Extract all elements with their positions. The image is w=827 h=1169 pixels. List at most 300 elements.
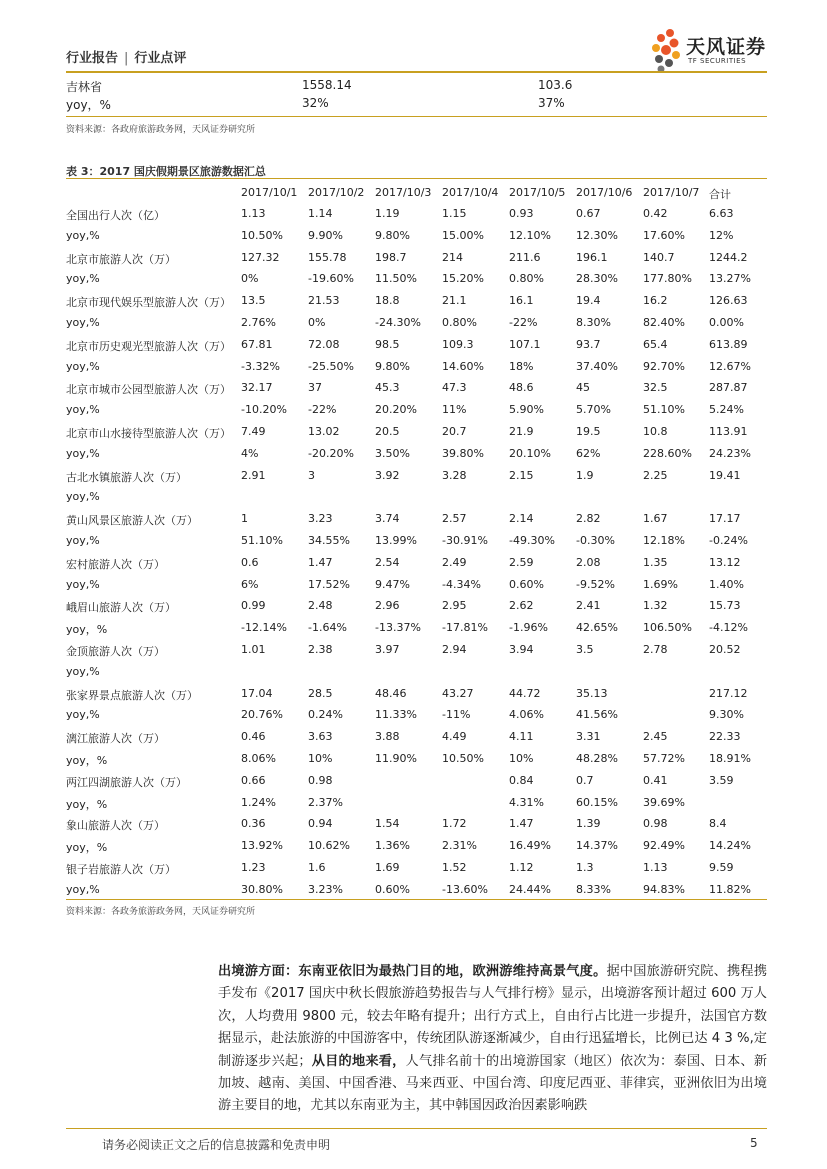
table3-cell: 113.91 (709, 424, 748, 438)
table1-cell: yoy，% (66, 98, 111, 112)
table3-cell: 7.49 (241, 424, 266, 438)
table3-cell: 2.95 (442, 599, 467, 613)
table3-cell: 14.37% (576, 839, 618, 853)
table3-cell: 127.32 (241, 250, 280, 264)
table3-cell: 16.1 (509, 294, 534, 308)
table3-cell: 228.60% (643, 446, 692, 460)
table3-row (66, 747, 767, 769)
table3-cell: 92.49% (643, 839, 685, 853)
table3-row-label: 北京市山水接待型旅游人次（万） (66, 426, 231, 440)
table3-cell: 2.96 (375, 599, 400, 613)
table3-cell: 15.00% (442, 228, 484, 242)
table3-cell: 41.56% (576, 708, 618, 722)
table3-row (66, 420, 767, 442)
table3-cell: 3.23 (308, 512, 333, 526)
table3-cell: 1.13 (241, 207, 266, 220)
table3-cell: 28.30% (576, 272, 618, 286)
table3-cell: 3.5 (576, 642, 594, 656)
table3-cell: 196.1 (576, 250, 608, 264)
table3-row-label: yoy,% (66, 228, 100, 242)
table3-cell: 10.50% (241, 228, 283, 242)
table3-row-label: 宏村旅游人次（万） (66, 557, 165, 571)
table3-cell: 1.67 (643, 512, 668, 526)
table3-cell: 1.9 (576, 468, 594, 482)
table3-cell: 1.15 (442, 207, 467, 220)
table3-row-label: yoy,% (66, 577, 100, 591)
table3-cell: 0.24% (308, 708, 343, 722)
table3-cell: 20.7 (442, 424, 467, 438)
table3-cell: 4% (241, 446, 259, 460)
table3-cell: 1.47 (509, 817, 534, 831)
table3-cell: 0.42 (643, 207, 668, 220)
table3-cell: -19.60% (308, 272, 354, 286)
table3-row (66, 660, 767, 682)
table3-cell: 12% (709, 228, 734, 242)
table3-cell: 0.84 (509, 773, 534, 787)
table3-cell: 13.02 (308, 424, 340, 438)
table3-row (66, 464, 767, 486)
table3-row-label: 古北水镇旅游人次（万） (66, 470, 187, 484)
table3-cell: 0.41 (643, 773, 668, 787)
table3-cell: -17.81% (442, 621, 488, 635)
table3-cell: 57.72% (643, 751, 685, 765)
table3-cell: 2.14 (509, 512, 534, 526)
province-table (66, 78, 767, 114)
table3-cell: 211.6 (509, 250, 541, 264)
table3-cell: 21.53 (308, 294, 340, 308)
table3-cell: 9.59 (709, 860, 734, 874)
table3-cell: 21.1 (442, 294, 467, 308)
table3-cell: -4.34% (442, 577, 481, 591)
table3-cell: 1.3 (576, 860, 594, 874)
table3-cell: 12.30% (576, 228, 618, 242)
table3-row (66, 551, 767, 573)
table3-row-label: yoy,% (66, 882, 100, 896)
table3-cell: 613.89 (709, 337, 748, 351)
page-number: 5 (750, 1136, 758, 1150)
table3-row-label: 张家界景点旅游人次（万） (66, 688, 198, 702)
table3-cell: -13.37% (375, 621, 421, 635)
table3-cell: 45.3 (375, 381, 400, 395)
table3-cell: -22% (308, 403, 337, 417)
table3-cell: 72.08 (308, 337, 340, 351)
table3-row-label: 漓江旅游人次（万） (66, 732, 165, 746)
table3-row-label: 两江四湖旅游人次（万） (66, 775, 187, 789)
table3-cell: -25.50% (308, 359, 354, 373)
table3-cell: 0.98 (308, 773, 333, 787)
table3-cell: 9.47% (375, 577, 410, 591)
table3-cell: 107.1 (509, 337, 541, 351)
table3-row-label: 全国出行人次（亿） (66, 209, 165, 222)
table3-cell: 140.7 (643, 250, 675, 264)
table3-cell: 2.59 (509, 555, 534, 569)
table1-cell: 37% (538, 96, 565, 110)
table3-cell: 1.14 (308, 207, 333, 220)
table3-row (66, 311, 767, 333)
table3-cell: 1.47 (308, 555, 333, 569)
table3-cell: 1.19 (375, 207, 400, 220)
table3-cell: 2.48 (308, 599, 333, 613)
logo-mark-icon (648, 28, 684, 74)
table1-row (66, 96, 767, 114)
table3-row-label: yoy,% (66, 446, 100, 460)
table3-cell: 11.90% (375, 751, 417, 765)
table3-cell: 11% (442, 403, 467, 417)
outbound-travel-paragraph (218, 961, 767, 1118)
table3-cell: 17.52% (308, 577, 350, 591)
table3-cell: 5.24% (709, 403, 744, 417)
table3-row-label: yoy，% (66, 797, 108, 811)
table3-row-label: yoy,% (66, 403, 100, 417)
table3-row (66, 791, 767, 813)
table3-cell: 3.23% (308, 882, 343, 896)
table3-cell: 1.69 (375, 860, 400, 874)
table3-row-label: 北京市历史观光型旅游人次（万） (66, 339, 231, 353)
table3-cell: 6.63 (709, 207, 734, 220)
table3-cell: 19.41 (709, 468, 741, 482)
table3-row-label: yoy，% (66, 623, 108, 637)
table3-row (66, 834, 767, 856)
table3-cell: -3.32% (241, 359, 280, 373)
table3-cell: 4.06% (509, 708, 544, 722)
table3-cell: 16.49% (509, 839, 551, 853)
table3-cell: 37 (308, 381, 322, 395)
table3-cell: 65.4 (643, 337, 668, 351)
table3-cell: 19.5 (576, 424, 601, 438)
table3-cell: 3.31 (576, 730, 601, 744)
table3-cell: 8.33% (576, 882, 611, 896)
table3-row (66, 812, 767, 834)
table3-cell: 109.3 (442, 337, 474, 351)
table3-cell: -1.96% (509, 621, 548, 635)
table3-cell: 16.2 (643, 294, 668, 308)
table3-cell: 2.41 (576, 599, 601, 613)
table3-cell: 2.31% (442, 839, 477, 853)
table3-row (66, 878, 767, 900)
table3-row (66, 703, 767, 725)
table3-cell: 4.11 (509, 730, 534, 744)
table3-cell: -4.12% (709, 621, 748, 635)
footer-rule (66, 1128, 767, 1129)
table3-column-header: 2017/10/3 (375, 186, 432, 199)
table1-source: 资料来源：各政府旅游政务网，天风证券研究所 (66, 125, 256, 135)
table3-row-label: yoy,% (66, 315, 100, 329)
table3-cell: 0.00% (709, 315, 744, 329)
outbound-text-2: 人气排名前十的出境游国家（地区）依次为：泰国、日本、新加坡、越南、美国、中国香港、马来西亚、中国台湾、印度尼西亚、菲律宾，亚洲依旧为出境游主要目的地，尤其以东南亚为主，其中韩国因政治因素影响跌 (218, 1053, 768, 1114)
table3-cell: -0.24% (709, 533, 748, 547)
table1-cell: 103.6 (538, 78, 573, 92)
table3-cell: 15.20% (442, 272, 484, 286)
table3-cell: 1.54 (375, 817, 400, 831)
table3-cell: 9.90% (308, 228, 343, 242)
table3-cell: 37.40% (576, 359, 618, 373)
table3-row (66, 485, 767, 507)
table3-cell: 24.23% (709, 446, 751, 460)
table3-cell: 12.67% (709, 359, 751, 373)
table3-row-label: yoy,% (66, 533, 100, 547)
table3-cell: 47.3 (442, 381, 467, 395)
table3-cell: 35.13 (576, 686, 608, 700)
table3-row (66, 594, 767, 616)
table3-cell: 82.40% (643, 315, 685, 329)
table3-source: 资料来源：各政务旅游政务网，天风证券研究所 (66, 907, 256, 917)
table3-cell: 10.62% (308, 839, 350, 853)
table3-cell: 0% (241, 272, 259, 286)
table3-cell: 15.73 (709, 599, 741, 613)
table3-column-header: 2017/10/6 (576, 186, 633, 199)
table3-cell: 10% (308, 751, 333, 765)
table3-top-rule (66, 178, 767, 179)
table1-cell: 32% (302, 96, 329, 110)
table1-bottom-rule (66, 116, 767, 117)
table3-row-label: yoy，% (66, 753, 108, 767)
table3-cell: 98.5 (375, 337, 400, 351)
table3-cell: 2.08 (576, 555, 601, 569)
subcategory-label: 行业点评 (134, 51, 187, 66)
table3-row (66, 267, 767, 289)
table3-cell: 106.50% (643, 621, 692, 635)
table3-cell: 1 (241, 512, 248, 526)
table3-row (66, 376, 767, 398)
table3-cell: 20.10% (509, 446, 551, 460)
table3-cell: 8.30% (576, 315, 611, 329)
table3-cell: 20.52 (709, 642, 741, 656)
outbound-text-1: 据中国旅游研究院、携程携手发布《2017 国庆中秋长假旅游趋势报告与人气排行榜》显示，出境游客预计超过 600 万人次，人均费用 9800 元，较去年略有提升；出行方式上，自由行占比进一步提升，法国官方数据显示，赴法旅游的中国游客中，传统团队游逐渐减少，自由行迅猛增长，比例已达 4 3 %,定制游逐步兴起； (218, 964, 768, 1069)
table3-row (66, 682, 767, 704)
table3-cell: 2.49 (442, 555, 467, 569)
table3-cell: 22.33 (709, 730, 741, 744)
table3-row-label: yoy,% (66, 359, 100, 373)
table3-row-label: 峨眉山旅游人次（万） (66, 601, 176, 615)
table3-row (66, 398, 767, 420)
table3-cell: 2.38 (308, 642, 333, 656)
logo-text: 天风证券 (686, 36, 767, 58)
table3-cell: 13.99% (375, 533, 417, 547)
table3-cell: -1.64% (308, 621, 347, 635)
table3-cell: 39.69% (643, 795, 685, 809)
table3-cell: 3.94 (509, 642, 534, 656)
table3-cell: 2.15 (509, 468, 534, 482)
table3-cell: 0.80% (509, 272, 544, 286)
table3-cell: 30.80% (241, 882, 283, 896)
table3-cell: 51.10% (643, 403, 685, 417)
table3-row (66, 333, 767, 355)
table3-cell: 3.50% (375, 446, 410, 460)
table3-cell: 5.90% (509, 403, 544, 417)
table3-cell: 4.49 (442, 730, 467, 744)
table3-cell: 3.88 (375, 730, 400, 744)
table3-cell: 2.45 (643, 730, 668, 744)
table3-cell: 1.13 (643, 860, 668, 874)
holiday-scenic-table (66, 181, 767, 900)
table3-row-label: 北京市城市公园型旅游人次（万） (66, 383, 231, 397)
table3-cell: 1.01 (241, 642, 266, 656)
table3-row (66, 616, 767, 638)
table3-cell: 13.92% (241, 839, 283, 853)
table3-cell: -0.30% (576, 533, 615, 547)
table3-cell: 9.30% (709, 708, 744, 722)
table3-cell: 2.37% (308, 795, 343, 809)
table3-cell: 3 (308, 468, 315, 482)
table3-cell: 3.74 (375, 512, 400, 526)
outbound-heading: 出境游方面：东南亚依旧为最热门目的地，欧洲游维持高景气度。 (218, 964, 607, 979)
table3-cell: 1.52 (442, 860, 467, 874)
table3-cell: 18.91% (709, 751, 751, 765)
table3-cell: -11% (442, 708, 471, 722)
table3-cell: 1.35 (643, 555, 668, 569)
table3-cell: 10% (509, 751, 534, 765)
table3-cell: 24.44% (509, 882, 551, 896)
table3-cell: 92.70% (643, 359, 685, 373)
table3-cell: 32.5 (643, 381, 668, 395)
table3-cell: 3.97 (375, 642, 400, 656)
table3-cell: 14.60% (442, 359, 484, 373)
table3-cell: 2.82 (576, 512, 601, 526)
table3-cell: 10.50% (442, 751, 484, 765)
table3-cell: 2.78 (643, 642, 668, 656)
table3-row-label: 北京市旅游人次（万） (66, 252, 176, 266)
table3-cell: 34.55% (308, 533, 350, 547)
table3-cell: 60.15% (576, 795, 618, 809)
table3-row (66, 202, 767, 224)
logo-subtext: TF SECURITIES (688, 57, 747, 65)
table3-cell: 126.63 (709, 294, 748, 308)
table3-cell: 0.60% (375, 882, 410, 896)
table3-cell: 19.4 (576, 294, 601, 308)
footer-disclaimer: 请务必阅读正文之后的信息披露和免责申明 (102, 1138, 331, 1152)
table3-cell: 1.32 (643, 599, 668, 613)
table3-cell: 0.98 (643, 817, 668, 831)
table3-cell: -24.30% (375, 315, 421, 329)
table3-row (66, 638, 767, 660)
table3-cell: 93.7 (576, 337, 601, 351)
destination-heading: 从目的地来看， (311, 1053, 406, 1069)
table3-cell: 48.28% (576, 751, 618, 765)
header-rule (66, 71, 767, 73)
table3-cell: 17.17 (709, 512, 741, 526)
table3-cell: -20.20% (308, 446, 354, 460)
table3-cell: 2.91 (241, 468, 266, 482)
table3-cell: 4.31% (509, 795, 544, 809)
table3-cell: 2.76% (241, 315, 276, 329)
table3-cell: 0.80% (442, 315, 477, 329)
table3-cell: 0.94 (308, 817, 333, 831)
table3-row (66, 725, 767, 747)
table3-row-label: yoy,% (66, 490, 100, 504)
table3-cell: 287.87 (709, 381, 748, 395)
table3-column-header: 2017/10/5 (509, 186, 566, 199)
table3-cell: 18% (509, 359, 534, 373)
table3-cell: -13.60% (442, 882, 488, 896)
table3-cell: 14.24% (709, 839, 751, 853)
table3-row (66, 529, 767, 551)
table3-cell: 6% (241, 577, 259, 591)
table3-cell: 0.36 (241, 817, 266, 831)
table3-cell: 13.12 (709, 555, 741, 569)
table3-bottom-rule (66, 899, 767, 900)
table3-cell: -22% (509, 315, 538, 329)
table3-cell: 198.7 (375, 250, 407, 264)
table3-cell: 0.6 (241, 555, 259, 569)
table3-cell: 17.60% (643, 228, 685, 242)
table3-title: 表 3：2017 国庆假期景区旅游数据汇总 (66, 165, 266, 178)
table3-column-header: 2017/10/2 (308, 186, 365, 199)
table3-row-label: yoy，% (66, 841, 108, 855)
table3-cell: 3.92 (375, 468, 400, 482)
table3-cell: 51.10% (241, 533, 283, 547)
table3-cell: 9.80% (375, 228, 410, 242)
table3-cell: 8.06% (241, 751, 276, 765)
table3-cell: 1.39 (576, 817, 601, 831)
table3-cell: 20.20% (375, 403, 417, 417)
table3-cell: 3.28 (442, 468, 467, 482)
table3-row (66, 289, 767, 311)
table3-cell: 2.25 (643, 468, 668, 482)
table3-column-header: 2017/10/4 (442, 186, 499, 199)
table3-cell: 0.46 (241, 730, 266, 744)
report-category (66, 47, 186, 66)
table3-cell: 214 (442, 250, 463, 264)
table3-cell: 11.82% (709, 882, 751, 896)
table3-cell: -30.91% (442, 533, 488, 547)
table3-cell: 0.99 (241, 599, 266, 613)
table3-cell: 2.57 (442, 512, 467, 526)
table3-cell: 48.6 (509, 381, 534, 395)
table3-cell: 39.80% (442, 446, 484, 460)
table3-row (66, 769, 767, 791)
table3-cell: 217.12 (709, 686, 748, 700)
category-separator: | (124, 51, 129, 66)
table3-row-label: yoy,% (66, 272, 100, 286)
table3-cell: 2.54 (375, 555, 400, 569)
table3-row (66, 573, 767, 595)
table3-cell: -49.30% (509, 533, 555, 547)
table3-cell: 0.66 (241, 773, 266, 787)
table3-cell: 67.81 (241, 337, 273, 351)
table3-cell: 11.33% (375, 708, 417, 722)
table3-cell: 177.80% (643, 272, 692, 286)
table3-cell: 0% (308, 315, 326, 329)
table3-cell: 12.18% (643, 533, 685, 547)
table3-cell: 0.7 (576, 773, 594, 787)
table3-cell: -9.52% (576, 577, 615, 591)
table3-row (66, 442, 767, 464)
table3-cell: 20.5 (375, 424, 400, 438)
table3-cell: 0.67 (576, 207, 601, 220)
table3-cell: 32.17 (241, 381, 273, 395)
table3-cell: 1.24% (241, 795, 276, 809)
table3-cell: 1.40% (709, 577, 744, 591)
table3-cell: 8.4 (709, 817, 727, 831)
table3-cell: -10.20% (241, 403, 287, 417)
table3-column-header: 2017/10/1 (241, 186, 298, 199)
table3-cell: 1244.2 (709, 250, 748, 264)
table3-cell: 13.5 (241, 294, 266, 308)
table3-column-header: 2017/10/7 (643, 186, 700, 199)
table3-row-label: 黄山风景区旅游人次（万） (66, 514, 198, 528)
table3-cell: 155.78 (308, 250, 347, 264)
table3-row (66, 507, 767, 529)
table1-cell: 吉林省 (66, 80, 103, 94)
table3-cell: 1.23 (241, 860, 266, 874)
table3-cell: 13.27% (709, 272, 751, 286)
table3-cell: 28.5 (308, 686, 333, 700)
table3-column-header: 合计 (709, 188, 731, 201)
table3-cell: 20.76% (241, 708, 283, 722)
table3-cell: 2.62 (509, 599, 534, 613)
table3-header-row (66, 181, 767, 202)
table3-cell: 48.46 (375, 686, 407, 700)
